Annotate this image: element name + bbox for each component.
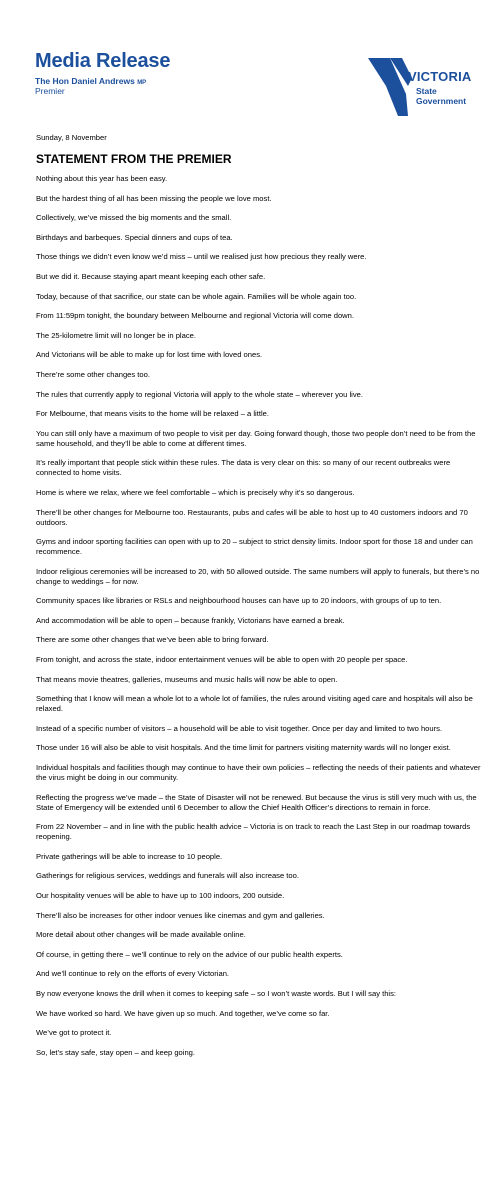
statement-paragraph: So, let’s stay safe, stay open – and keep going.	[36, 1047, 196, 1057]
statement-paragraph: Indoor religious ceremonies will be increased to 20, with 50 allowed outside. The same numbers will apply to funerals, but there’s no change to weddings – for now.	[36, 566, 480, 586]
release-date: Sunday, 8 November	[36, 133, 107, 142]
statement-paragraph: And we’ll continue to rely on the efforts of every Victorian.	[36, 969, 230, 979]
statement-paragraph: But the hardest thing of all has been missing the people we love most.	[36, 193, 272, 203]
statement-paragraph: Gatherings for religious services, weddings and funerals will also increase too.	[36, 871, 299, 881]
statement-paragraph: By now everyone knows the drill when it comes to keeping safe – so I won’t waste words. But I will say this:	[36, 988, 397, 998]
statement-paragraph: The rules that currently apply to regional Victoria will apply to the whole state – wherever you live.	[36, 389, 363, 399]
victoria-wordmark: VICTORIA	[408, 69, 472, 84]
statement-paragraph: From 11:59pm tonight, the boundary between Melbourne and regional Victoria will come down.	[36, 311, 354, 321]
statement-paragraphs	[36, 174, 484, 1058]
statement-paragraph: Birthdays and barbeques. Special dinners and cups of tea.	[36, 232, 233, 242]
statement-paragraph: Today, because of that sacrifice, our state can be whole again. Families will be whole again too.	[36, 291, 357, 301]
statement-paragraph: Something that I know will mean a whole lot to a whole lot of families, the rules around visiting aged care and hospitals will also be relaxed.	[36, 694, 473, 714]
statement-paragraph: Those things we didn’t even know we’d miss – until we realised just how precious they really were.	[36, 252, 367, 262]
statement-paragraph: Gyms and indoor sporting facilities can open with up to 20 – subject to strict density limits. Indoor sport for those 18 and under can recommence.	[36, 537, 473, 557]
statement-paragraph: We’ve got to protect it.	[36, 1028, 112, 1038]
statement-paragraph: And accommodation will be able to open – because frankly, Victorians have earned a break.	[36, 615, 345, 625]
statement-paragraph: There’ll be other changes for Melbourne too. Restaurants, pubs and cafes will be able to host up to 40 customers indoors and 70 outdoors.	[36, 507, 468, 527]
statement-paragraph: More detail about other changes will be made available online.	[36, 930, 246, 940]
statement-paragraph: There’ll also be increases for other indoor venues like cinemas and gym and galleries.	[36, 910, 325, 920]
media-release-title: Media Release	[35, 50, 171, 72]
statement-paragraph: Reflecting the progress we’ve made – the State of Disaster will not be renewed. But because the virus is still very much with us, the State of Emergency will be extended until 6 December to allow the Chief Health Officer’s directions to remain in force.	[36, 792, 477, 812]
document-body	[36, 133, 484, 1067]
minister-name-text: The Hon Daniel Andrews	[35, 76, 135, 86]
statement-paragraph: Individual hospitals and facilities though may continue to have their own policies – reflecting the needs of their patients and whatever the virus might be doing in our community.	[36, 763, 481, 783]
minister-role: Premier	[35, 86, 65, 96]
statement-paragraph: We have worked so hard. We have given up so much. And together, we’ve come so far.	[36, 1008, 330, 1018]
statement-paragraph: Private gatherings will be able to increase to 10 people.	[36, 851, 223, 861]
minister-suffix: MP	[137, 80, 147, 86]
statement-paragraph: It’s really important that people stick within these rules. The data is very clear on this: so many of our recent outbreaks were connected to home visits.	[36, 458, 451, 478]
statement-paragraph: You can still only have a maximum of two people to visit per day. Going forward though, those two people don’t need to be from the same household, and they’ll be able to come at different times.	[36, 428, 476, 448]
statement-paragraph: Our hospitality venues will be able to have up to 100 indoors, 200 outside.	[36, 891, 285, 900]
statement-paragraph: Collectively, we’ve missed the big moments and the small.	[36, 213, 232, 223]
statement-paragraph: Home is where we relax, where we feel comfortable – which is precisely why it’s so dangerous.	[36, 487, 355, 497]
statement-paragraph: From 22 November – and in line with the public health advice – Victoria is on track to reach the Last Step in our roadmap towards reopening.	[36, 822, 471, 842]
victoria-state-label: State	[416, 86, 437, 96]
statement-paragraph: Instead of a specific number of visitors – a household will be able to visit together. Once per day and limited to two hours.	[36, 723, 443, 733]
statement-paragraph: Community spaces like libraries or RSLs and neighbourhood houses can have up to 20 indoors, with groups of up to ten.	[36, 596, 442, 606]
statement-paragraph: The 25-kilometre limit will no longer be in place.	[36, 330, 196, 340]
statement-paragraph: From tonight, and across the state, indoor entertainment venues will be able to open with 20 people per space.	[36, 655, 408, 665]
statement-paragraph: But we did it. Because staying apart meant keeping each other safe.	[36, 271, 266, 281]
statement-paragraph: That means movie theatres, galleries, museums and music halls will now be able to open.	[36, 674, 338, 684]
statement-title: STATEMENT FROM THE PREMIER	[36, 152, 232, 166]
statement-paragraph: There are some other changes that we’ve been able to bring forward.	[36, 635, 269, 645]
statement-paragraph: There’re some other changes too.	[36, 369, 150, 379]
statement-paragraph: Nothing about this year has been easy.	[36, 174, 168, 183]
statement-paragraph: Those under 16 will also be able to visit hospitals. And the time limit for partners visiting maternity wards will no longer exist.	[36, 743, 451, 753]
statement-paragraph: Of course, in getting there – we’ll continue to rely on the advice of our public health experts.	[36, 949, 343, 959]
media-release-header	[0, 0, 496, 120]
victoria-government-label: Government	[416, 96, 467, 106]
statement-paragraph: And Victorians will be able to make up for lost time with loved ones.	[36, 350, 263, 360]
statement-paragraph: For Melbourne, that means visits to the home will be relaxed – a little.	[36, 409, 269, 419]
